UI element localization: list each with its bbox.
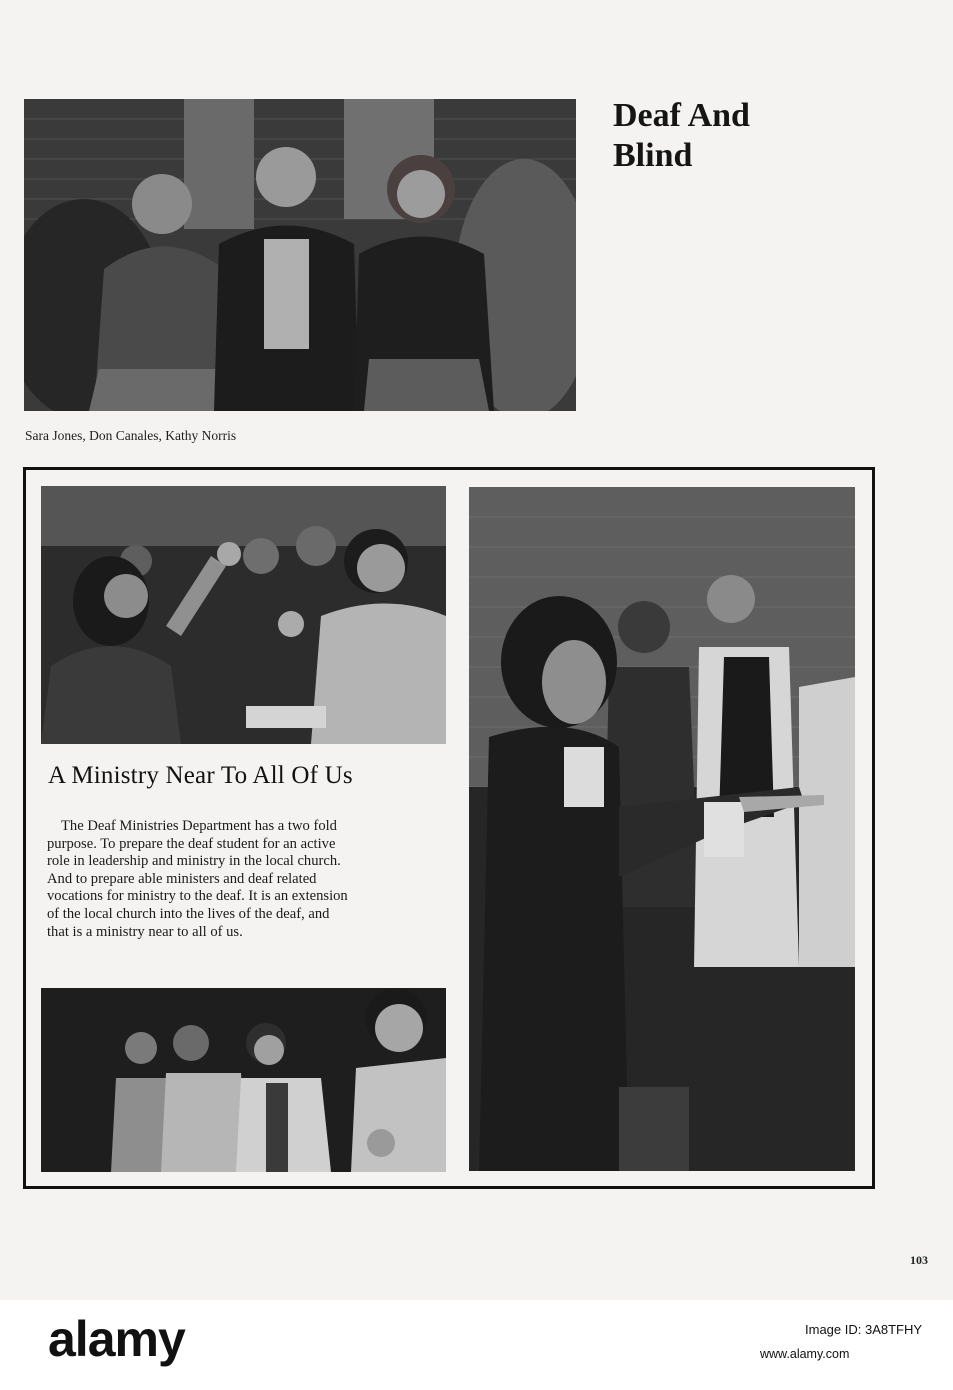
watermark-url: www.alamy.com bbox=[760, 1347, 850, 1361]
paragraph-line: The Deaf Ministries Department has a two fold bbox=[61, 818, 337, 834]
page-number: 103 bbox=[910, 1253, 928, 1267]
paragraph-line: vocations for ministry to the deaf. It is an extension bbox=[47, 888, 348, 905]
group-portrait-photo bbox=[24, 99, 576, 411]
paragraph-line: that is a ministry near to all of us. bbox=[47, 923, 243, 940]
title-line-2: Blind bbox=[613, 137, 693, 174]
image-id: Image ID: 3A8TFHY bbox=[805, 1322, 923, 1337]
alamy-logo: alamy bbox=[48, 1311, 185, 1367]
page-title bbox=[613, 96, 913, 176]
paragraph-line: of the local church into the lives of the deaf, and bbox=[47, 905, 330, 922]
ministry-heading: A Ministry Near To All Of Us bbox=[48, 762, 353, 789]
paragraph-line: purpose. To prepare the deaf student for an active bbox=[47, 835, 336, 852]
title-line-1: Deaf And bbox=[613, 97, 750, 134]
paragraph-line: role in leadership and ministry in the local church. bbox=[47, 853, 341, 870]
woman-pointing-photo bbox=[469, 487, 855, 1171]
ministry-paragraph bbox=[47, 818, 452, 941]
signing-conversation-photo bbox=[41, 486, 446, 744]
signing-choir-photo bbox=[41, 988, 446, 1172]
paragraph-line: And to prepare able ministers and deaf related bbox=[47, 870, 317, 887]
top-photo-caption: Sara Jones, Don Canales, Kathy Norris bbox=[25, 428, 237, 443]
